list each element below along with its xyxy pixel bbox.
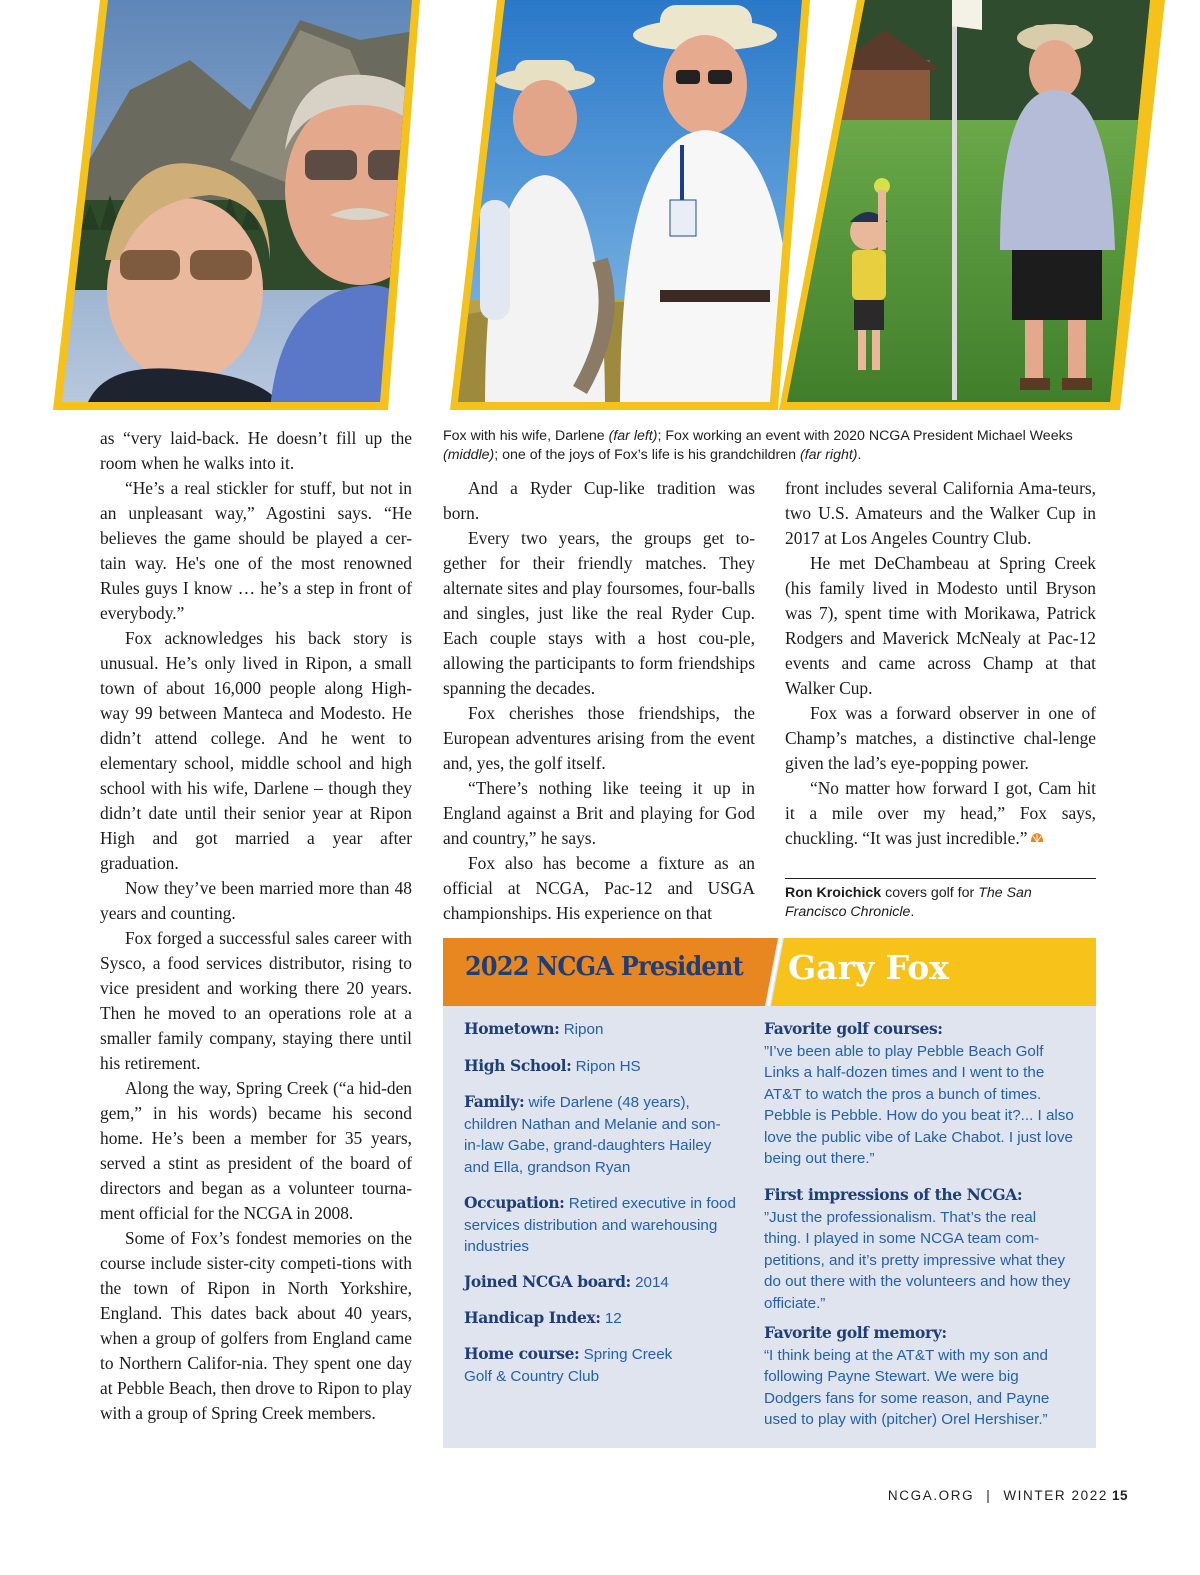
fact-favorite-memory <box>764 1322 1074 1431</box>
photo-strip <box>0 0 1200 412</box>
fact-label: Hometown: <box>464 1019 560 1038</box>
factbox-header <box>443 938 1096 1006</box>
fact-first-impressions <box>764 1184 1074 1314</box>
caption-text: . <box>857 447 862 463</box>
article-column-3 <box>785 476 1096 851</box>
paragraph: Fox also has become a fixture as an official at NCGA, Pac-12 and USGA championships. His experience on that <box>443 853 755 923</box>
paragraph: Fox was a forward observer in one of Champ’s matches, a distinctive chal-lenge given the lad’s eye-popping power. <box>785 703 1096 773</box>
fact-handicap <box>464 1307 764 1330</box>
president-factbox <box>443 938 1096 1448</box>
fact-joined-board <box>464 1271 764 1294</box>
fact-label: High School: <box>464 1056 572 1075</box>
paragraph: Every two years, the groups get to-gether for their friendly matches. They alternate sites and play foursomes, four-balls and singles, just like the real Ryder Cup. Each couple stays with a host cou-ple, allowing the participants to form friendships spanning the decades. <box>443 528 755 698</box>
caption-emphasis: (middle) <box>443 447 495 463</box>
fact-value: ”I’ve been able to play Pebble Beach Golf Links a half-dozen times and I went to the AT&T to watch the pros a bunch of times. Pebble is Pebble. How do you beat it?... I also love the public vibe of Lake Chabot. I just love being out there.” <box>764 1042 1074 1167</box>
paragraph: Fox forged a successful sales career with Sysco, a food services distributor, rising to vice president and working there 20 years. Then he moved to an operations role at a smaller family company, staying there until his retirement. <box>100 928 412 1073</box>
paragraph: Now they’ve been married more than 48 years and counting. <box>100 878 412 923</box>
fact-value: Ripon HS <box>575 1058 641 1075</box>
footer-site: NCGA.ORG <box>887 1488 975 1503</box>
fact-value: Retired executive in food services distribution and warehousing industries <box>464 1195 736 1255</box>
paragraph-last <box>785 776 1096 851</box>
fact-value: ”Just the professionalism. That’s the real thing. I played in some NCGA team com-petitions, and it’s pretty impressive what they do out there with the volunteers and how they officiate.” <box>764 1208 1071 1312</box>
publication-name: The San Francisco Chronicle <box>785 885 1032 920</box>
paragraph: “He’s a real stickler for stuff, but not in an unpleasant way,” Agostini says. “He believes the game should be played a cer-tain way. He's one of the most renowned Rules guys I know … he’s a step in front of everybody.” <box>100 478 412 623</box>
fact-value: “I think being at the AT&T with my son and following Payne Stewart. We were big Dodgers fans for some reason, and Payne used to play with (pitcher) Orel Hershiser.” <box>764 1346 1050 1428</box>
paragraph: Along the way, Spring Creek (“a hid-den gem,” in his words) became his second home. He’s been a member for 35 years, served a stint as president of the board of directors and began as a volunteer tourna-ment official for the NCGA in 2008. <box>100 1078 412 1223</box>
footer-separator: | <box>986 1488 992 1503</box>
author-name: Ron Kroichick <box>785 885 882 901</box>
fact-high-school <box>464 1055 764 1078</box>
paragraph: front includes several California Ama-teurs, two U.S. Amateurs and the Walker Cup in 2017 at Los Angeles Country Club. <box>785 478 1096 548</box>
fact-label: Favorite golf courses: <box>764 1019 943 1038</box>
paragraph: Fox acknowledges his back story is unusual. He’s only lived in Ripon, a small town of about 16,000 people along High-way 99 between Manteca and Modesto. He didn’t attend college. And he went to elementary school, middle school and high school with his wife, Darlene – though they didn’t date until their senior year at Ripon High and got married a year after graduation. <box>100 628 412 873</box>
paragraph: Fox cherishes those friendships, the European adventures arising from the event and, yes, the golf itself. <box>443 703 755 773</box>
fact-family <box>464 1091 736 1178</box>
caption-text: ; one of the joys of Fox’s life is his grandchildren <box>494 447 800 463</box>
fact-label: Favorite golf memory: <box>764 1323 947 1342</box>
article-column-2 <box>443 476 755 926</box>
page-number: 15 <box>1111 1488 1128 1503</box>
fact-label: Family: <box>464 1092 525 1111</box>
fact-label: Occupation: <box>464 1193 565 1212</box>
photo-fox-and-grandchild <box>780 0 1160 410</box>
fact-label: Handicap Index: <box>464 1308 601 1327</box>
fact-label: Joined NCGA board: <box>464 1272 631 1291</box>
paragraph: as “very laid-back. He doesn’t fill up the room when he walks into it. <box>100 428 412 473</box>
fact-hometown <box>464 1018 764 1041</box>
paragraph: “There’s nothing like teeing it up in England against a Brit and playing for God and country,” he says. <box>443 778 755 848</box>
caption-emphasis: (far left) <box>608 428 658 444</box>
paragraph-text: “No matter how forward I got, Cam hit it a mile over my head,” Fox says, chuckling. “It was just incredible.” <box>785 778 1096 848</box>
factbox-title: 2022 NCGA President <box>465 952 743 982</box>
fact-occupation <box>464 1192 754 1258</box>
paragraph: And a Ryder Cup-like tradition was born. <box>443 478 755 523</box>
footer-issue: WINTER 2022 <box>1003 1488 1108 1503</box>
fact-value: wife Darlene (48 years), children Nathan and Melanie and son-in-law Gabe, grand-daughters Hailey and Ella, grandson Ryan <box>464 1094 721 1176</box>
byline-text: covers golf for <box>881 885 979 901</box>
fact-label: Home course: <box>464 1344 580 1363</box>
fact-value: 12 <box>604 1310 622 1327</box>
fact-label: First impressions of the NCGA: <box>764 1185 1023 1204</box>
president-name: Gary Fox <box>788 948 949 987</box>
byline-text: . <box>910 904 915 920</box>
page-footer <box>888 1488 1128 1503</box>
end-mark-icon <box>1030 831 1044 845</box>
author-byline <box>785 878 1096 922</box>
fact-favorite-courses <box>764 1018 1074 1170</box>
caption-text: ; Fox working an event with 2020 NCGA President Michael Weeks <box>657 428 1073 444</box>
photo-caption <box>443 427 1103 465</box>
fact-value: Ripon <box>563 1021 604 1038</box>
paragraph: He met DeChambeau at Spring Creek (his family lived in Modesto until Bryson was 7), spent time with Morikawa, Patrick Rodgers and Maverick McNealy at Pac-12 events and came across Champ at that Walker Cup. <box>785 553 1096 698</box>
fact-value: 2014 <box>635 1274 669 1291</box>
paragraph: Some of Fox’s fondest memories on the course include sister-city competi-tions with the town of Ripon in North Yorkshire, England. This dates back about 40 years, when a group of golfers from England came to Northern Califor-nia. They spent one day at Pebble Beach, then drove to Ripon to play with a group of Spring Creek members. <box>100 1228 412 1423</box>
caption-emphasis: (far right) <box>799 447 858 463</box>
fact-value: Spring Creek Golf & Country Club <box>464 1346 673 1385</box>
fact-home-course <box>464 1343 704 1387</box>
article-column-1 <box>100 426 412 1426</box>
caption-text: Fox with his wife, Darlene <box>443 428 609 444</box>
